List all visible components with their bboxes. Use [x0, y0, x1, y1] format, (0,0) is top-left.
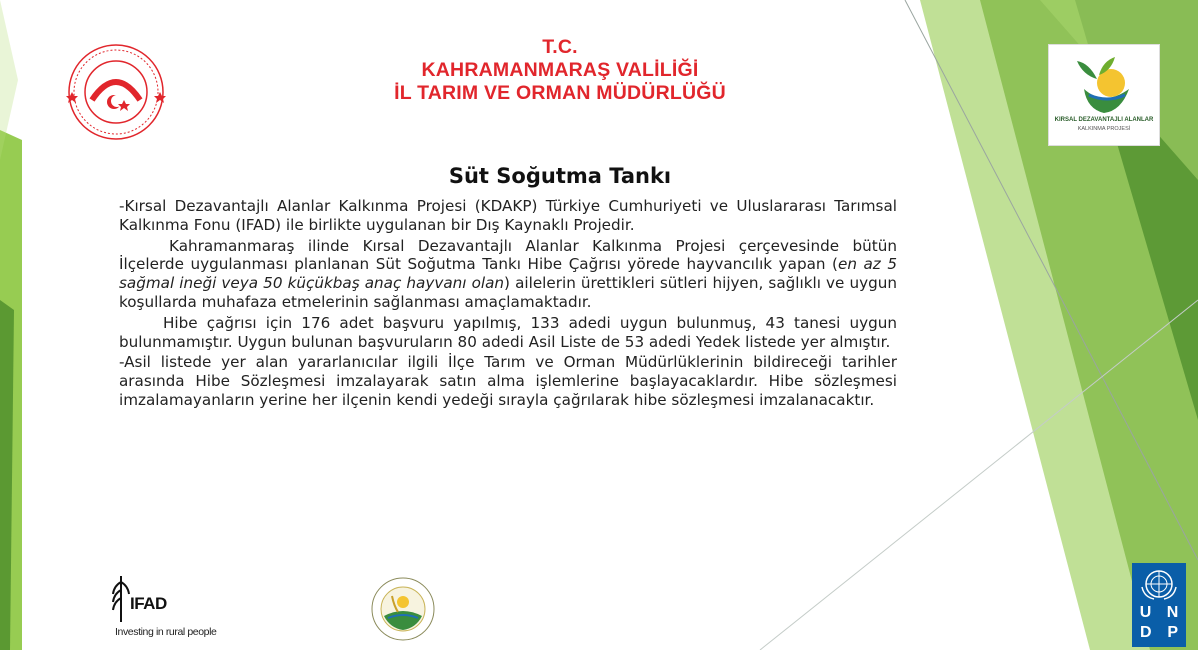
undp-letters	[1132, 603, 1186, 643]
paragraph-intro: -Kırsal Dezavantajlı Alanlar Kalkınma Projesi (KDAKP) Türkiye Cumhuriyeti ve Uluslararası Tarımsal Kalkınma Fonu (IFAD) ile birlikte uygulanan bir Dış Kaynaklı Projedir.	[119, 197, 897, 234]
header-line-tc: T.C.	[542, 36, 578, 58]
directorate-round-logo	[370, 576, 436, 642]
institution-header	[300, 36, 820, 105]
undp-letter-n: N	[1166, 604, 1179, 621]
undp-letter-p: P	[1167, 624, 1179, 641]
paragraph-purpose	[119, 237, 897, 312]
undp-letter-u: U	[1139, 604, 1152, 621]
paragraph-purpose-criteria: en az 5 sağmal ineği veya 50 küçükbaş anaç hayvanı olan	[119, 255, 897, 293]
header-line-directorate: İL TARIM VE ORMAN MÜDÜRLÜĞÜ	[394, 82, 726, 104]
page-title: Süt Soğutma Tankı	[448, 164, 672, 188]
paragraph-purpose-start: Kahramanmaraş ilinde Kırsal Dezavantajlı Alanlar Kalkınma Projesi çerçevesinde bütün İlçelerde uygulanması planlanan Süt Soğutma Tankı Hibe Çağrısı yörede hayvancılık yapan (	[119, 236, 897, 274]
kdakp-emblem-icon	[1049, 45, 1159, 117]
ifad-logo-text: IFAD	[130, 594, 167, 613]
kdakp-title: KIRSAL DEZAVANTAJLI ALANLAR	[1054, 117, 1154, 123]
body-text	[119, 197, 897, 412]
ministry-seal-logo	[58, 42, 174, 142]
un-emblem-icon	[1132, 565, 1186, 603]
paragraph-applications: Hibe çağrısı için 176 adet başvuru yapılmış, 133 adedi uygun bulunmuş, 43 tanesi uygun bulunmamıştır. Uygun bulunan başvuruların 80 adedi Asil Liste de 53 adedi Yedek listede yer almıştır.	[119, 313, 897, 351]
undp-logo	[1132, 563, 1186, 647]
ifad-tagline: Investing in rural people	[115, 626, 217, 638]
kdakp-subtitle: KALKINMA PROJESİ	[1077, 126, 1131, 132]
undp-letter-d: D	[1139, 624, 1152, 641]
kdakp-project-logo	[1048, 44, 1160, 146]
header-line-governorship: KAHRAMANMARAŞ VALİLİĞİ	[421, 59, 699, 81]
paragraph-purpose-end: ) ailelerin ürettikleri sütleri hijyen, sağlıklı ve uygun koşullarda muhafaza etmelerinin sağlanması amaçlamaktadır.	[119, 274, 897, 311]
paragraph-contracts: -Asil listede yer alan yararlanıcılar ilgili İlçe Tarım ve Orman Müdürlüklerinin bildireceği tarihler arasında Hibe Sözleşmesi imzalayarak satın alma işlemlerine başlayacaklardır. Hibe sözleşmesi imzalamayanların yerine her ilçenin kendi yedeği sırayla çağrılarak hibe sözleşmesi imzalanacaktır.	[119, 353, 897, 409]
